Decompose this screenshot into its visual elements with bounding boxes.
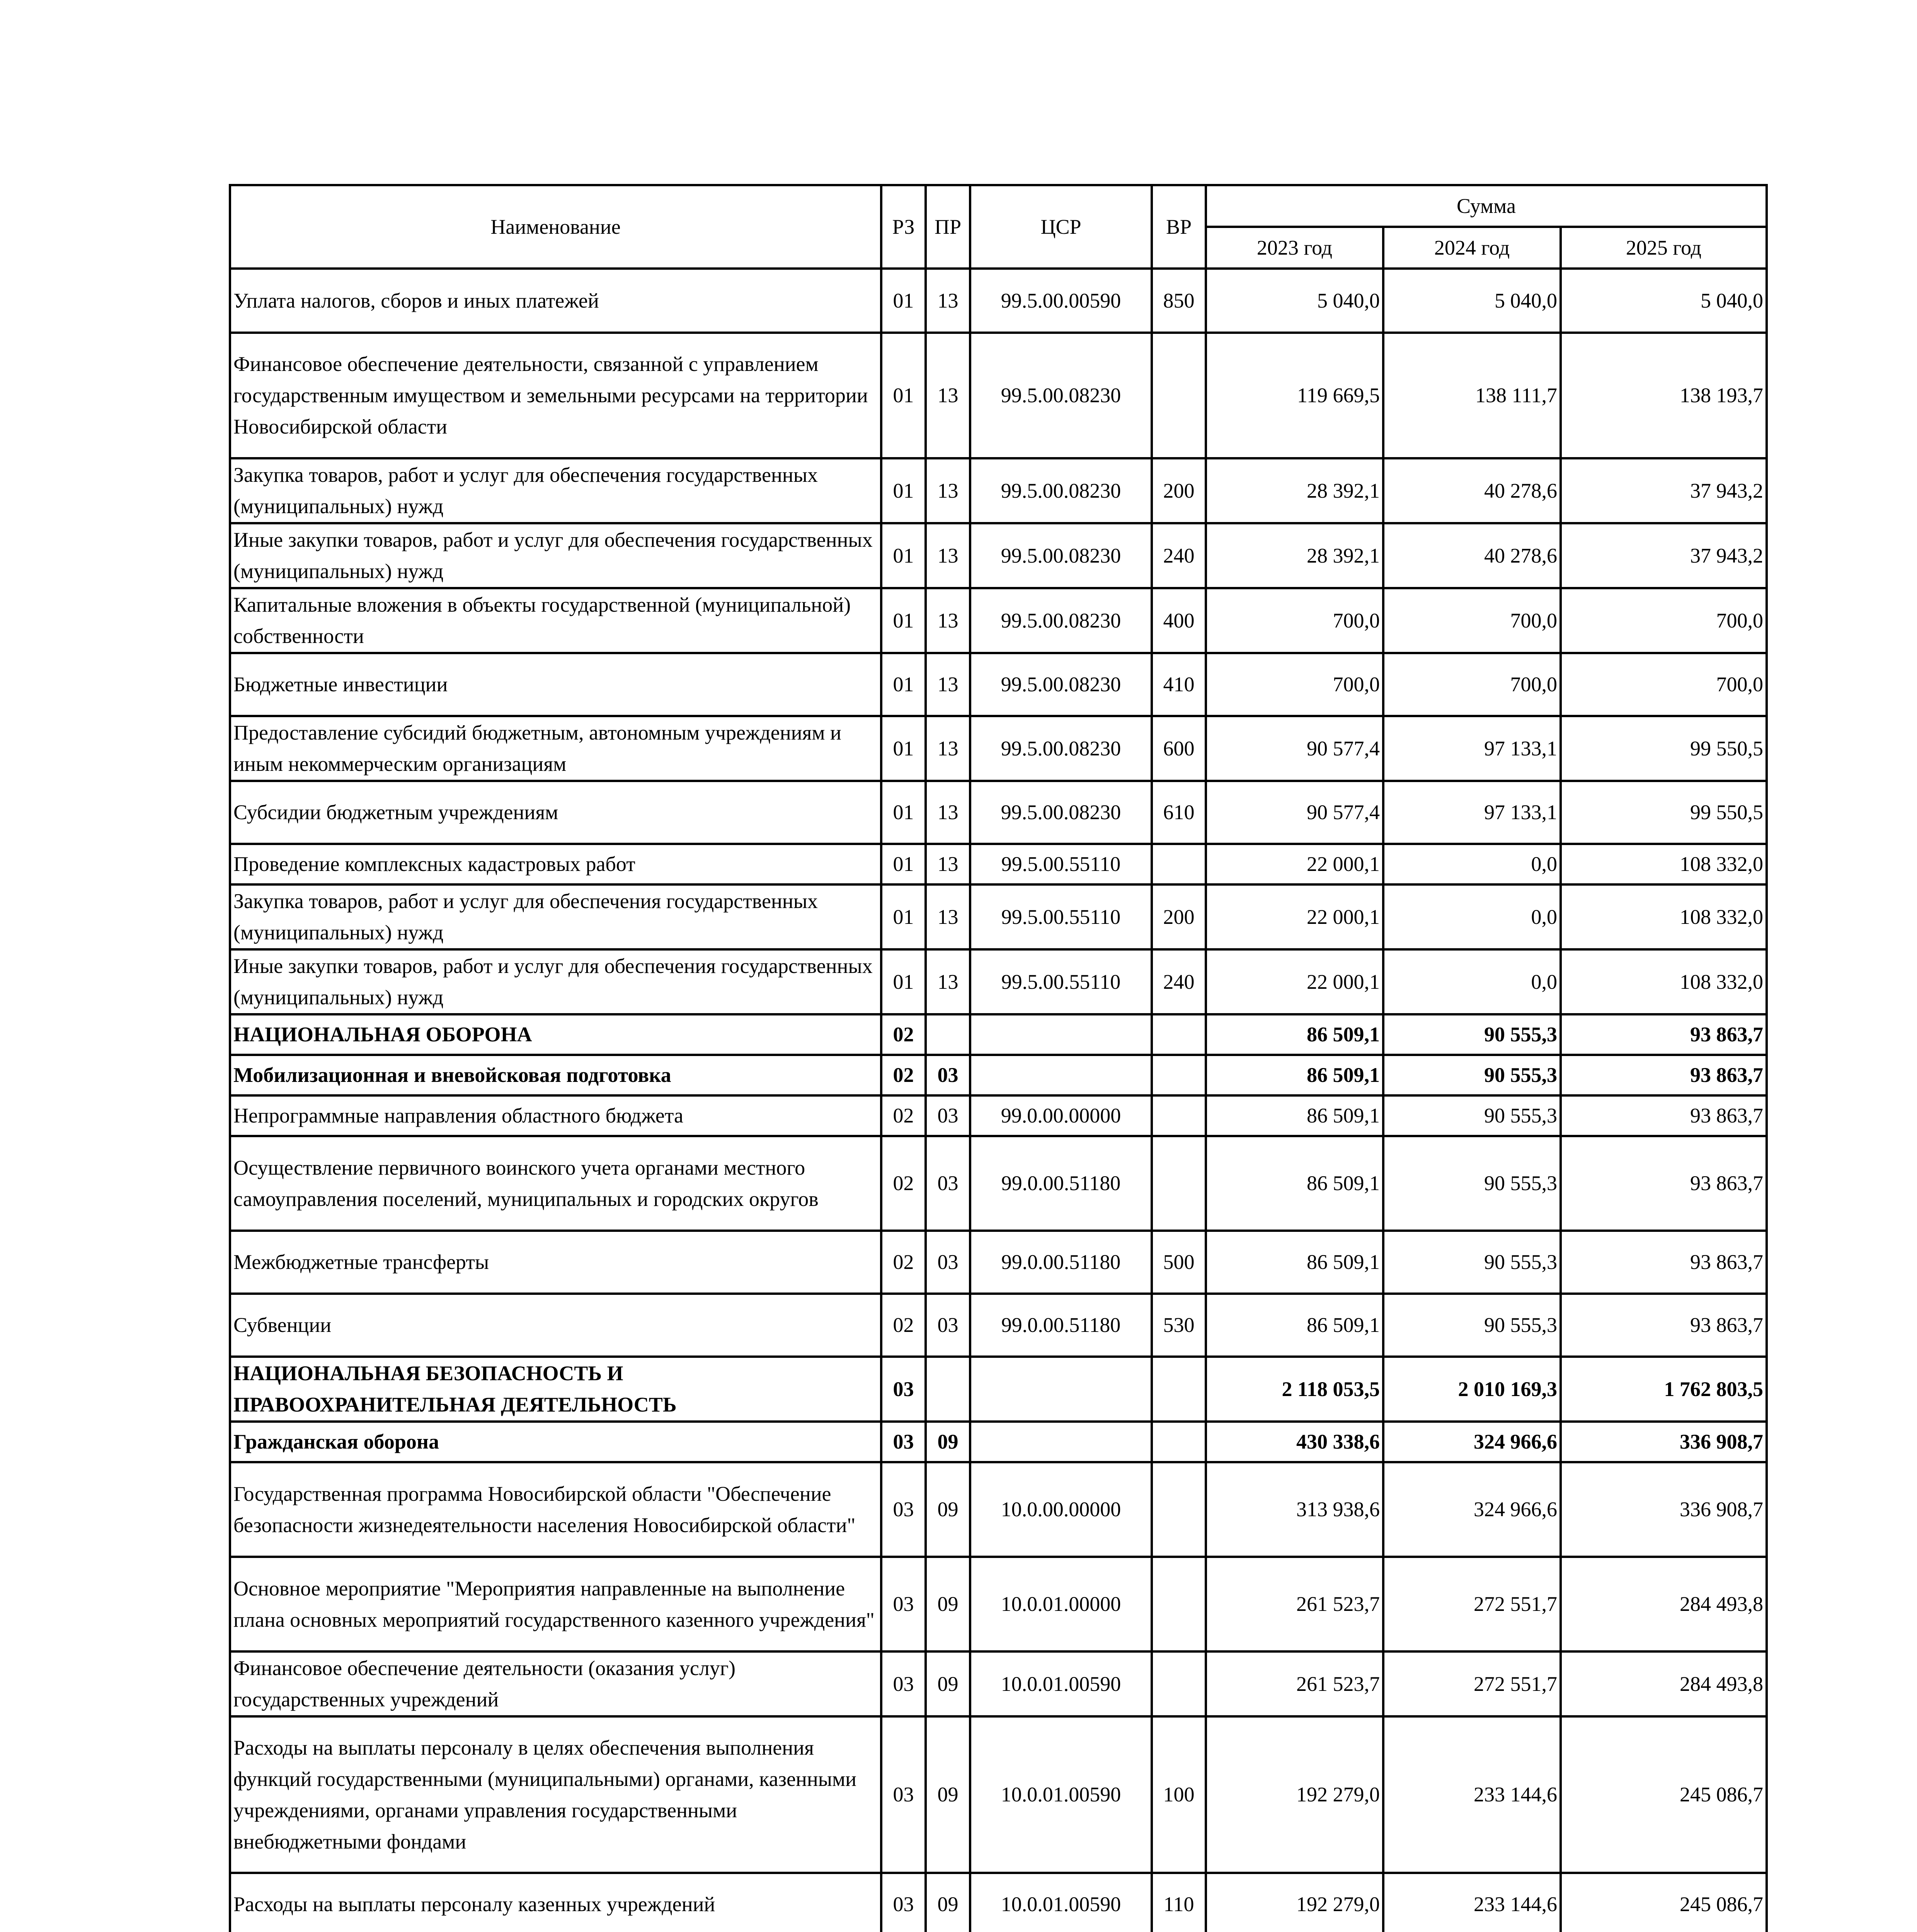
cell-sum-2024: 700,0: [1383, 653, 1561, 716]
cell-name: Закупка товаров, работ и услуг для обеспечения государственных (муниципальных) нужд: [230, 884, 881, 949]
cell-pr: 13: [926, 333, 970, 458]
cell-sum-2024: 40 278,6: [1383, 458, 1561, 523]
cell-csr: 99.0.00.51180: [970, 1231, 1152, 1294]
cell-vr: 400: [1152, 588, 1206, 653]
table-row: [230, 949, 1767, 1014]
cell-rz: 01: [881, 269, 926, 333]
cell-sum-2023: 2 118 053,5: [1206, 1357, 1383, 1422]
cell-sum-2025: 700,0: [1561, 588, 1767, 653]
cell-sum-2025: 93 863,7: [1561, 1095, 1767, 1136]
cell-vr: 100: [1152, 1716, 1206, 1873]
cell-sum-2023: 261 523,7: [1206, 1557, 1383, 1651]
cell-sum-2023: 119 669,5: [1206, 333, 1383, 458]
cell-rz: 03: [881, 1651, 926, 1716]
cell-csr: 99.5.00.08230: [970, 781, 1152, 844]
cell-sum-2025: 284 493,8: [1561, 1557, 1767, 1651]
cell-name: Основное мероприятие "Мероприятия направленные на выполнение плана основных мероприятий государственного казенного учреждения": [230, 1557, 881, 1651]
cell-pr: 09: [926, 1462, 970, 1557]
header-csr: ЦСР: [970, 185, 1152, 269]
cell-vr: 110: [1152, 1873, 1206, 1932]
table-row: [230, 1055, 1767, 1095]
table-row: [230, 333, 1767, 458]
cell-sum-2024: 90 555,3: [1383, 1014, 1561, 1055]
cell-vr: [1152, 844, 1206, 884]
cell-sum-2024: 233 144,6: [1383, 1716, 1561, 1873]
cell-pr: 03: [926, 1095, 970, 1136]
table-row: [230, 844, 1767, 884]
table-row: [230, 653, 1767, 716]
cell-vr: [1152, 1136, 1206, 1231]
cell-vr: [1152, 1357, 1206, 1422]
cell-vr: 600: [1152, 716, 1206, 781]
cell-name: Иные закупки товаров, работ и услуг для обеспечения государственных (муниципальных) нужд: [230, 949, 881, 1014]
header-vr: ВР: [1152, 185, 1206, 269]
cell-sum-2023: 192 279,0: [1206, 1873, 1383, 1932]
cell-name: Непрограммные направления областного бюджета: [230, 1095, 881, 1136]
cell-name: Мобилизационная и вневойсковая подготовка: [230, 1055, 881, 1095]
cell-csr: [970, 1055, 1152, 1095]
cell-rz: 02: [881, 1095, 926, 1136]
cell-sum-2025: 93 863,7: [1561, 1014, 1767, 1055]
cell-sum-2023: 90 577,4: [1206, 716, 1383, 781]
cell-vr: 610: [1152, 781, 1206, 844]
cell-sum-2024: 0,0: [1383, 844, 1561, 884]
cell-pr: 13: [926, 844, 970, 884]
cell-rz: 02: [881, 1294, 926, 1357]
cell-rz: 01: [881, 844, 926, 884]
cell-sum-2024: 700,0: [1383, 588, 1561, 653]
cell-sum-2024: 90 555,3: [1383, 1136, 1561, 1231]
cell-sum-2024: 5 040,0: [1383, 269, 1561, 333]
cell-name: НАЦИОНАЛЬНАЯ БЕЗОПАСНОСТЬ И ПРАВООХРАНИТЕЛЬНАЯ ДЕЯТЕЛЬНОСТЬ: [230, 1357, 881, 1422]
header-year-2023: 2023 год: [1206, 227, 1383, 269]
cell-pr: 09: [926, 1651, 970, 1716]
cell-name: Бюджетные инвестиции: [230, 653, 881, 716]
cell-name: Субсидии бюджетным учреждениям: [230, 781, 881, 844]
cell-name: Проведение комплексных кадастровых работ: [230, 844, 881, 884]
cell-pr: 13: [926, 269, 970, 333]
cell-sum-2023: 90 577,4: [1206, 781, 1383, 844]
cell-sum-2023: 86 509,1: [1206, 1231, 1383, 1294]
table-row: [230, 1294, 1767, 1357]
cell-sum-2025: 37 943,2: [1561, 458, 1767, 523]
table-row: [230, 1651, 1767, 1716]
cell-sum-2025: 700,0: [1561, 653, 1767, 716]
cell-sum-2024: 324 966,6: [1383, 1462, 1561, 1557]
cell-name: Капитальные вложения в объекты государственной (муниципальной) собственности: [230, 588, 881, 653]
header-sum: Сумма: [1206, 185, 1767, 227]
cell-vr: 410: [1152, 653, 1206, 716]
cell-pr: [926, 1014, 970, 1055]
cell-sum-2025: 93 863,7: [1561, 1294, 1767, 1357]
cell-csr: 99.5.00.00590: [970, 269, 1152, 333]
cell-sum-2023: 86 509,1: [1206, 1095, 1383, 1136]
cell-sum-2024: 0,0: [1383, 949, 1561, 1014]
cell-pr: 03: [926, 1231, 970, 1294]
cell-sum-2023: 22 000,1: [1206, 844, 1383, 884]
cell-csr: 99.5.00.55110: [970, 884, 1152, 949]
table-row: [230, 1014, 1767, 1055]
table-row: [230, 588, 1767, 653]
cell-sum-2024: 2 010 169,3: [1383, 1357, 1561, 1422]
cell-sum-2024: 97 133,1: [1383, 716, 1561, 781]
cell-sum-2025: 108 332,0: [1561, 884, 1767, 949]
cell-pr: 13: [926, 653, 970, 716]
cell-sum-2025: 37 943,2: [1561, 523, 1767, 588]
cell-csr: 99.5.00.55110: [970, 844, 1152, 884]
cell-pr: 13: [926, 884, 970, 949]
cell-vr: [1152, 1462, 1206, 1557]
cell-csr: 99.5.00.08230: [970, 588, 1152, 653]
cell-rz: 01: [881, 523, 926, 588]
header-rz: РЗ: [881, 185, 926, 269]
table-row: [230, 458, 1767, 523]
table-body: [230, 269, 1767, 1932]
cell-csr: 99.0.00.51180: [970, 1136, 1152, 1231]
table-row: [230, 1557, 1767, 1651]
cell-csr: 10.0.01.00000: [970, 1557, 1152, 1651]
cell-rz: 01: [881, 716, 926, 781]
cell-name: Расходы на выплаты персоналу казенных учреждений: [230, 1873, 881, 1932]
cell-rz: 03: [881, 1422, 926, 1462]
cell-sum-2025: 99 550,5: [1561, 716, 1767, 781]
cell-sum-2023: 28 392,1: [1206, 523, 1383, 588]
cell-csr: 10.0.01.00590: [970, 1651, 1152, 1716]
cell-vr: [1152, 1557, 1206, 1651]
cell-vr: [1152, 1014, 1206, 1055]
cell-rz: 02: [881, 1136, 926, 1231]
table-row: [230, 781, 1767, 844]
cell-vr: [1152, 1095, 1206, 1136]
cell-vr: [1152, 1422, 1206, 1462]
cell-name: НАЦИОНАЛЬНАЯ ОБОРОНА: [230, 1014, 881, 1055]
cell-csr: 99.0.00.00000: [970, 1095, 1152, 1136]
cell-name: Финансовое обеспечение деятельности, связанной с управлением государственным имуществом и земельными ресурсами на территории Новосибирской области: [230, 333, 881, 458]
cell-csr: [970, 1422, 1152, 1462]
cell-sum-2025: 1 762 803,5: [1561, 1357, 1767, 1422]
cell-vr: 200: [1152, 458, 1206, 523]
cell-sum-2023: 86 509,1: [1206, 1055, 1383, 1095]
table-row: [230, 1422, 1767, 1462]
table-row: [230, 884, 1767, 949]
table-row: [230, 1873, 1767, 1932]
cell-vr: 200: [1152, 884, 1206, 949]
cell-sum-2023: 700,0: [1206, 588, 1383, 653]
cell-csr: 99.5.00.08230: [970, 523, 1152, 588]
cell-pr: 09: [926, 1422, 970, 1462]
cell-name: Уплата налогов, сборов и иных платежей: [230, 269, 881, 333]
cell-sum-2025: 5 040,0: [1561, 269, 1767, 333]
cell-sum-2025: 108 332,0: [1561, 844, 1767, 884]
table-header: [230, 185, 1767, 269]
table-row: [230, 1357, 1767, 1422]
cell-sum-2024: 90 555,3: [1383, 1095, 1561, 1136]
cell-name: Расходы на выплаты персоналу в целях обеспечения выполнения функций государственными (муниципальными) органами, казенными учреждениями, органами управления государственными внебюджетными фондами: [230, 1716, 881, 1873]
cell-sum-2024: 97 133,1: [1383, 781, 1561, 844]
cell-name: Субвенции: [230, 1294, 881, 1357]
cell-sum-2025: 93 863,7: [1561, 1136, 1767, 1231]
cell-rz: 01: [881, 458, 926, 523]
table-row: [230, 1716, 1767, 1873]
cell-sum-2023: 86 509,1: [1206, 1136, 1383, 1231]
cell-vr: [1152, 333, 1206, 458]
cell-sum-2024: 40 278,6: [1383, 523, 1561, 588]
cell-name: Иные закупки товаров, работ и услуг для обеспечения государственных (муниципальных) нужд: [230, 523, 881, 588]
header-year-2024: 2024 год: [1383, 227, 1561, 269]
cell-csr: [970, 1357, 1152, 1422]
table-row: [230, 1231, 1767, 1294]
cell-pr: 13: [926, 716, 970, 781]
header-pr: ПР: [926, 185, 970, 269]
cell-vr: 850: [1152, 269, 1206, 333]
cell-rz: 03: [881, 1557, 926, 1651]
cell-name: Финансовое обеспечение деятельности (оказания услуг) государственных учреждений: [230, 1651, 881, 1716]
cell-csr: 99.5.00.08230: [970, 716, 1152, 781]
cell-sum-2025: 245 086,7: [1561, 1873, 1767, 1932]
cell-sum-2025: 138 193,7: [1561, 333, 1767, 458]
cell-csr: 99.5.00.08230: [970, 653, 1152, 716]
cell-rz: 02: [881, 1231, 926, 1294]
cell-sum-2025: 93 863,7: [1561, 1231, 1767, 1294]
cell-name: Предоставление субсидий бюджетным, автономным учреждениям и иным некоммерческим организациям: [230, 716, 881, 781]
cell-pr: 13: [926, 458, 970, 523]
cell-pr: 13: [926, 588, 970, 653]
cell-sum-2024: 138 111,7: [1383, 333, 1561, 458]
cell-pr: 09: [926, 1873, 970, 1932]
cell-csr: 99.5.00.08230: [970, 333, 1152, 458]
table-row: [230, 1462, 1767, 1557]
cell-sum-2023: 261 523,7: [1206, 1651, 1383, 1716]
cell-vr: 240: [1152, 523, 1206, 588]
cell-sum-2024: 90 555,3: [1383, 1231, 1561, 1294]
cell-rz: 03: [881, 1873, 926, 1932]
cell-sum-2023: 86 509,1: [1206, 1294, 1383, 1357]
table-row: [230, 716, 1767, 781]
cell-sum-2025: 284 493,8: [1561, 1651, 1767, 1716]
cell-pr: [926, 1357, 970, 1422]
cell-vr: 240: [1152, 949, 1206, 1014]
cell-sum-2023: 28 392,1: [1206, 458, 1383, 523]
cell-pr: 03: [926, 1055, 970, 1095]
cell-vr: 500: [1152, 1231, 1206, 1294]
cell-pr: 09: [926, 1557, 970, 1651]
cell-sum-2023: 86 509,1: [1206, 1014, 1383, 1055]
cell-sum-2024: 0,0: [1383, 884, 1561, 949]
cell-pr: 13: [926, 781, 970, 844]
cell-sum-2024: 90 555,3: [1383, 1294, 1561, 1357]
cell-csr: 99.5.00.08230: [970, 458, 1152, 523]
cell-sum-2023: 22 000,1: [1206, 884, 1383, 949]
cell-vr: [1152, 1651, 1206, 1716]
cell-rz: 02: [881, 1055, 926, 1095]
cell-csr: 10.0.01.00590: [970, 1716, 1152, 1873]
cell-vr: 530: [1152, 1294, 1206, 1357]
cell-rz: 01: [881, 653, 926, 716]
cell-sum-2024: 233 144,6: [1383, 1873, 1561, 1932]
table-row: [230, 1136, 1767, 1231]
cell-sum-2025: 108 332,0: [1561, 949, 1767, 1014]
cell-rz: 01: [881, 781, 926, 844]
cell-pr: 09: [926, 1716, 970, 1873]
cell-sum-2024: 324 966,6: [1383, 1422, 1561, 1462]
cell-name: Гражданская оборона: [230, 1422, 881, 1462]
cell-sum-2023: 5 040,0: [1206, 269, 1383, 333]
header-name: Наименование: [230, 185, 881, 269]
cell-sum-2025: 336 908,7: [1561, 1422, 1767, 1462]
table-row: [230, 523, 1767, 588]
cell-sum-2023: 22 000,1: [1206, 949, 1383, 1014]
cell-rz: 01: [881, 333, 926, 458]
cell-rz: 03: [881, 1462, 926, 1557]
cell-rz: 01: [881, 588, 926, 653]
cell-sum-2025: 99 550,5: [1561, 781, 1767, 844]
cell-rz: 03: [881, 1357, 926, 1422]
cell-csr: 10.0.00.00000: [970, 1462, 1152, 1557]
cell-pr: 03: [926, 1294, 970, 1357]
cell-sum-2024: 272 551,7: [1383, 1651, 1561, 1716]
cell-csr: 10.0.01.00590: [970, 1873, 1152, 1932]
cell-pr: 13: [926, 523, 970, 588]
cell-sum-2023: 313 938,6: [1206, 1462, 1383, 1557]
budget-table: [229, 184, 1768, 1932]
cell-sum-2024: 90 555,3: [1383, 1055, 1561, 1095]
cell-name: Закупка товаров, работ и услуг для обеспечения государственных (муниципальных) нужд: [230, 458, 881, 523]
cell-csr: 99.0.00.51180: [970, 1294, 1152, 1357]
cell-name: Осуществление первичного воинского учета органами местного самоуправления поселений, муниципальных и городских округов: [230, 1136, 881, 1231]
cell-rz: 03: [881, 1716, 926, 1873]
cell-sum-2025: 336 908,7: [1561, 1462, 1767, 1557]
cell-name: Государственная программа Новосибирской области "Обеспечение безопасности жизнедеятельности населения Новосибирской области": [230, 1462, 881, 1557]
table-row: [230, 269, 1767, 333]
cell-rz: 01: [881, 884, 926, 949]
cell-csr: 99.5.00.55110: [970, 949, 1152, 1014]
cell-sum-2023: 430 338,6: [1206, 1422, 1383, 1462]
cell-name: Межбюджетные трансферты: [230, 1231, 881, 1294]
cell-sum-2023: 700,0: [1206, 653, 1383, 716]
cell-sum-2025: 93 863,7: [1561, 1055, 1767, 1095]
header-year-2025: 2025 год: [1561, 227, 1767, 269]
cell-sum-2023: 192 279,0: [1206, 1716, 1383, 1873]
cell-rz: 01: [881, 949, 926, 1014]
cell-vr: [1152, 1055, 1206, 1095]
cell-csr: [970, 1014, 1152, 1055]
cell-pr: 13: [926, 949, 970, 1014]
table-row: [230, 1095, 1767, 1136]
cell-sum-2025: 245 086,7: [1561, 1716, 1767, 1873]
cell-pr: 03: [926, 1136, 970, 1231]
cell-rz: 02: [881, 1014, 926, 1055]
cell-sum-2024: 272 551,7: [1383, 1557, 1561, 1651]
